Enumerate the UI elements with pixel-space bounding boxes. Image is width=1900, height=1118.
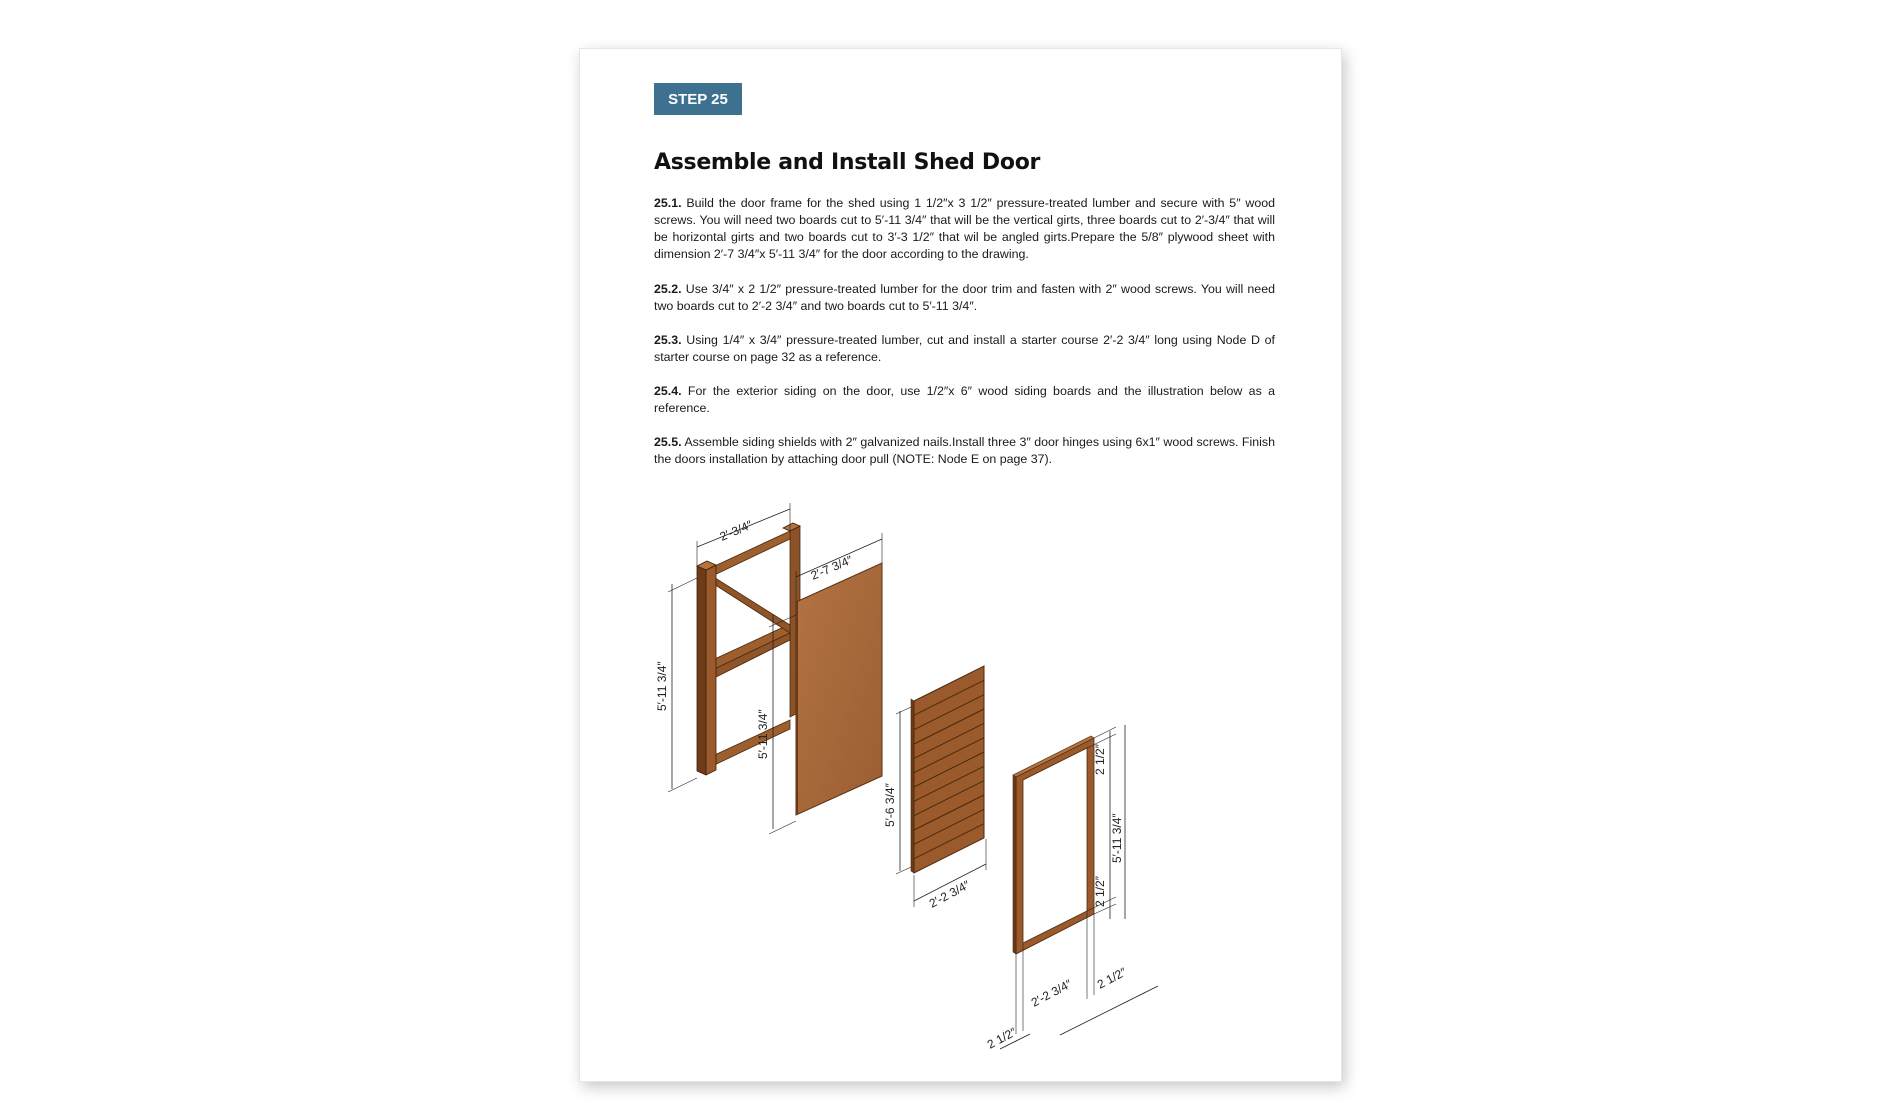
door-frame	[697, 523, 800, 775]
paragraph-text: Assemble siding shields with 2″ galvanized nails.Install three 3″ door hinges using 6x1″ wood screws. Finish the doors installation by attaching door pull (NOTE: Node E on page 37).	[654, 435, 1275, 466]
paragraph-text: Use 3/4″ x 2 1/2″ pressure-treated lumber for the door trim and fasten with 2″ wood screws. You will need two boards cut to 2′-2 3/4″ and two boards cut to 5′-11 3/4″.	[654, 282, 1275, 313]
door-assembly-illustration	[580, 49, 1343, 1083]
paragraph-text: For the exterior siding on the door, use 1/2″x 6″ wood siding boards and the illustration below as a reference.	[654, 384, 1275, 415]
siding-width-label: 2′-2 3/4″	[926, 877, 973, 911]
step-badge: STEP 25	[654, 83, 742, 115]
trim-bottom-label: 2 1/2″	[1093, 876, 1107, 907]
plywood-width-label: 2′-7 3/4″	[808, 552, 855, 583]
siding-boards	[911, 666, 984, 873]
frame-height-label: 5′-11 3/4″	[655, 661, 669, 711]
document-page	[579, 48, 1342, 1082]
trim-height-label: 5′-11 3/4″	[1110, 813, 1124, 863]
paragraph-text: Build the door frame for the shed using 1 1/2″x 3 1/2″ pressure-treated lumber and secure with 5″ wood screws. You will need two boards cut to 5′-11 3/4″ that will be the vertical girts, three boards cut to 2′-3/4″ that will be horizontal girts and two boards cut to 3′-3 1/2″ that wil be angled girts.Prepare the 5/8″ plywood sheet with dimension 2′-7 3/4″x 5′-11 3/4″ for the door according to the drawing.	[654, 196, 1275, 261]
trim-width-label: 2′-2 3/4″	[1028, 976, 1075, 1010]
siding-height-label: 5′-6 3/4″	[883, 783, 897, 827]
frame-width-label: 2′-3/4″	[717, 517, 755, 544]
trim-right-label: 2 1/2″	[1094, 964, 1129, 992]
page-title: Assemble and Install Shed Door	[654, 150, 1041, 175]
paragraph-number: 25.2.	[654, 282, 682, 296]
paragraph-number: 25.1.	[654, 196, 682, 210]
plywood-sheet	[796, 563, 882, 815]
door-trim	[1013, 736, 1094, 954]
paragraph-number: 25.4.	[654, 384, 682, 398]
plywood-height-label: 5′-11 3/4″	[756, 709, 770, 759]
trim-left-label: 2 1/2″	[984, 1024, 1019, 1052]
trim-top-label: 2 1/2″	[1093, 744, 1107, 775]
paragraph-number: 25.3.	[654, 333, 682, 347]
paragraph-text: Using 1/4″ x 3/4″ pressure-treated lumber, cut and install a starter course 2′-2 3/4″ long using Node D of starter course on page 32 as a reference.	[654, 333, 1275, 364]
paragraph-number: 25.5.	[654, 435, 682, 449]
